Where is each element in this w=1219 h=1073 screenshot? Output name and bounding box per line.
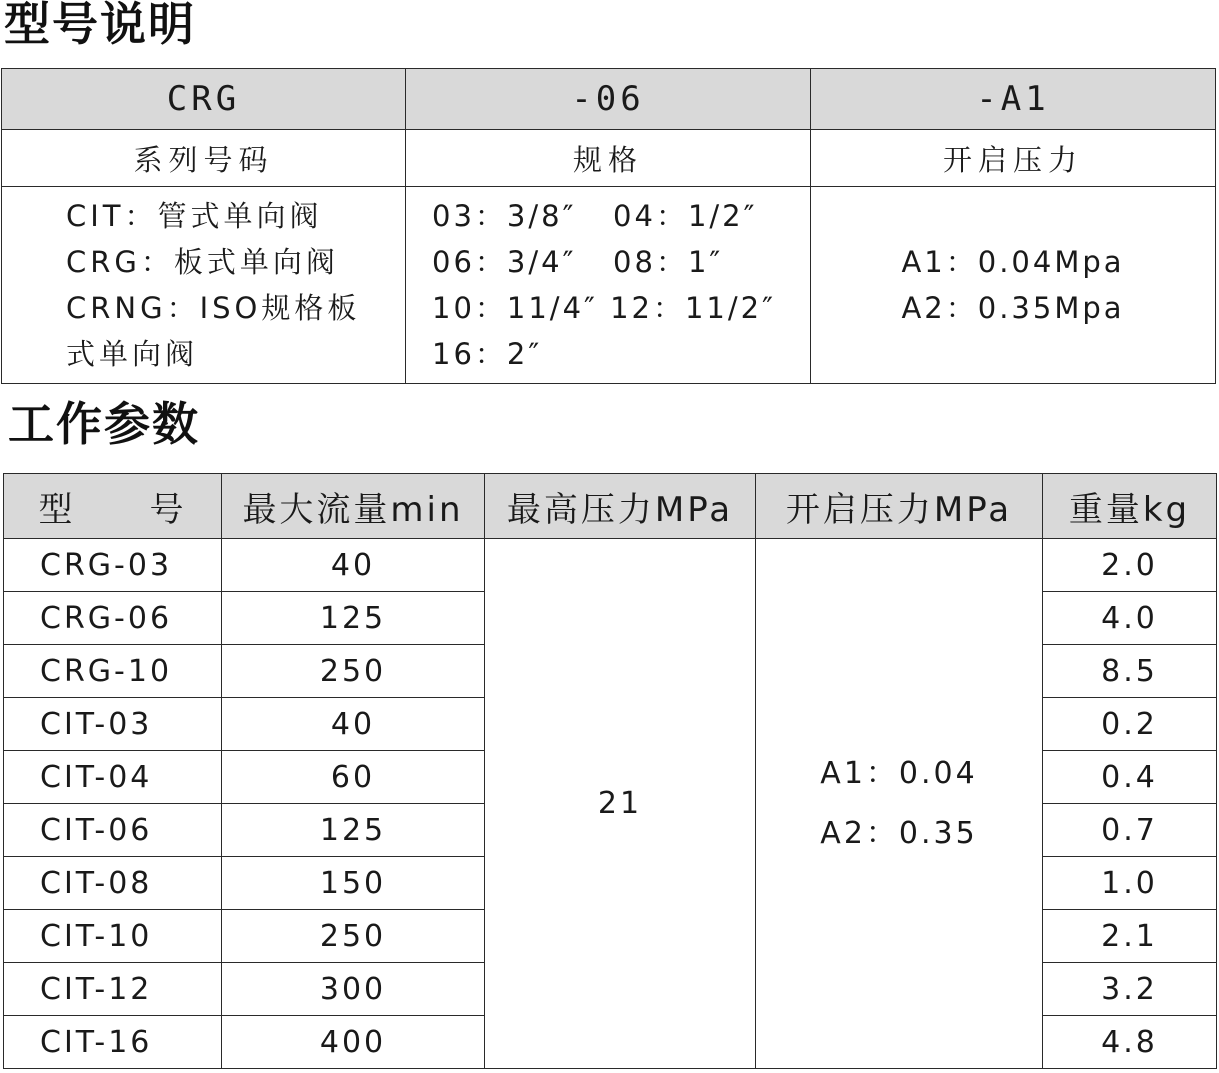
header-cracking-pressure: 开启压力MPa [756, 474, 1043, 539]
size-item: 06：3/4″ 08：1″ [432, 245, 724, 279]
weight-cell: 2.1 [1043, 910, 1217, 963]
parameter-header-row [4, 474, 1217, 539]
model-cell: CRG-10 [4, 645, 222, 698]
header-weight: 重量kg [1043, 474, 1217, 539]
model-cell: CIT-08 [4, 857, 222, 910]
header-max-pressure: 最高压力MPa [485, 474, 756, 539]
weight-cell: 2.0 [1043, 539, 1217, 592]
name-series: 系列号码 [2, 130, 406, 187]
series-list [2, 193, 405, 377]
flow-cell: 300 [222, 963, 485, 1016]
cracking-value: A1：0.04 [820, 755, 978, 791]
series-item: CIT：管式单向阀 [66, 199, 323, 233]
code-size: -06 [406, 69, 811, 130]
cracking-pressure-cell [756, 539, 1043, 1069]
model-cell: CIT-04 [4, 751, 222, 804]
weight-cell: 3.2 [1043, 963, 1217, 1016]
flow-cell: 250 [222, 910, 485, 963]
model-cell: CIT-16 [4, 1016, 222, 1069]
model-code-table [1, 68, 1216, 384]
cracking-list [811, 239, 1215, 331]
cracking-item: A2：0.35Mpa [901, 291, 1125, 325]
model-cell: CIT-12 [4, 963, 222, 1016]
size-cell [406, 187, 811, 384]
cracking-cell [811, 187, 1216, 384]
table-row [4, 539, 1217, 592]
series-item: CRNG：ISO规格板 [66, 291, 361, 325]
model-cell: CIT-03 [4, 698, 222, 751]
flow-cell: 150 [222, 857, 485, 910]
max-pressure-cell: 21 [485, 539, 756, 1069]
flow-cell: 60 [222, 751, 485, 804]
cracking-value: A2：0.35 [820, 815, 978, 851]
size-item: 10：11/4″ 12：11/2″ [432, 291, 776, 325]
name-cracking-pressure: 开启压力 [811, 130, 1216, 187]
series-cell [2, 187, 406, 384]
size-list [406, 193, 810, 377]
series-item: 式单向阀 [66, 337, 199, 371]
size-item: 03：3/8″ 04：1/2″ [432, 199, 758, 233]
weight-cell: 4.0 [1043, 592, 1217, 645]
model-cell: CRG-06 [4, 592, 222, 645]
model-cell: CIT-06 [4, 804, 222, 857]
weight-cell: 1.0 [1043, 857, 1217, 910]
header-max-flow: 最大流量min [222, 474, 485, 539]
model-code-row [2, 69, 1216, 130]
size-item: 16：2″ [432, 337, 543, 371]
weight-cell: 4.8 [1043, 1016, 1217, 1069]
model-name-row [2, 130, 1216, 187]
weight-cell: 0.4 [1043, 751, 1217, 804]
flow-cell: 40 [222, 698, 485, 751]
cracking-item: A1：0.04Mpa [901, 245, 1125, 279]
model-cell: CRG-03 [4, 539, 222, 592]
section-title-working-parameters: 工作参数 [8, 397, 200, 451]
flow-cell: 400 [222, 1016, 485, 1069]
series-item: CRG：板式单向阀 [66, 245, 339, 279]
name-size: 规格 [406, 130, 811, 187]
weight-cell: 8.5 [1043, 645, 1217, 698]
weight-cell: 0.2 [1043, 698, 1217, 751]
flow-cell: 125 [222, 592, 485, 645]
flow-cell: 250 [222, 645, 485, 698]
flow-cell: 40 [222, 539, 485, 592]
model-detail-row [2, 187, 1216, 384]
header-model: 型 号 [4, 474, 222, 539]
section-title-model-description: 型号说明 [4, 0, 196, 51]
code-cracking-pressure: -A1 [811, 69, 1216, 130]
weight-cell: 0.7 [1043, 804, 1217, 857]
code-series: CRG [2, 69, 406, 130]
flow-cell: 125 [222, 804, 485, 857]
model-cell: CIT-10 [4, 910, 222, 963]
parameter-table [3, 473, 1217, 1069]
